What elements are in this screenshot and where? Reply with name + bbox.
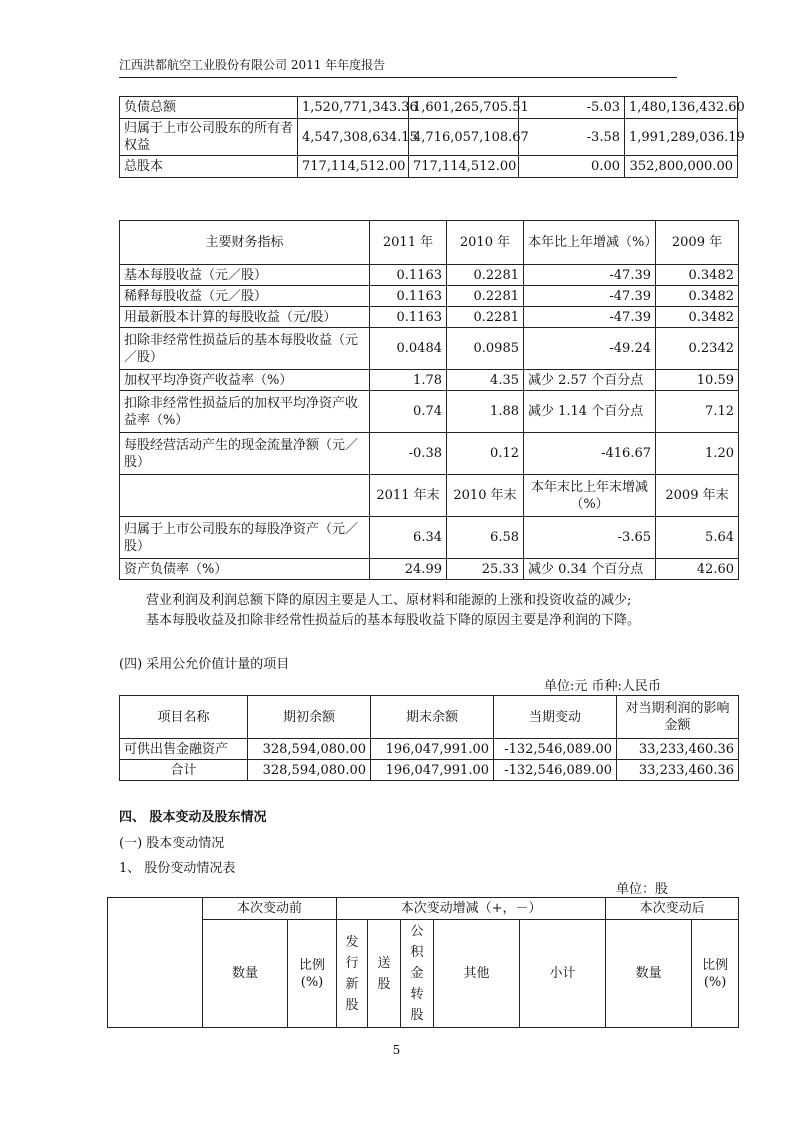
row-label: 基本每股收益（元／股）	[120, 265, 370, 286]
cell-value: 0.2281	[447, 286, 524, 307]
column-header: 项目名称	[120, 696, 248, 739]
column-header: 本年比上年增减（%）	[524, 221, 656, 265]
cell-value: -49.24	[524, 328, 656, 370]
column-header: 2009 年	[656, 221, 739, 265]
cell-value: 5.64	[656, 517, 739, 559]
column-header: 2011 年	[370, 221, 447, 265]
cell-value: 352,800,000.00	[625, 156, 738, 178]
table-row	[120, 739, 739, 760]
cell-value: -416.67	[524, 433, 656, 475]
row-label: 负债总额	[120, 97, 298, 119]
row-label: 归属于上市公司股东的所有者权益	[120, 119, 298, 156]
row-label: 可供出售金融资产	[120, 739, 248, 760]
fair-value-table	[119, 695, 739, 781]
cell-value: 0.0985	[447, 328, 524, 370]
row-label: 每股经营活动产生的现金流量净额（元／股）	[120, 433, 370, 475]
column-header: 期末余额	[371, 696, 494, 739]
cell-value: 196,047,991.00	[371, 760, 494, 781]
cell-value: 4,716,057,108.67	[409, 119, 519, 156]
cell-value: -3.65	[524, 517, 656, 559]
cell-value: 1,520,771,343.36	[298, 97, 409, 119]
cell-value: 6.58	[447, 517, 524, 559]
row-label: 合计	[120, 760, 248, 781]
row-label: 资产负债率（%）	[120, 559, 370, 580]
table-row	[120, 265, 739, 286]
column-header: 数量	[203, 920, 288, 1028]
cell-value: 0.0484	[370, 328, 447, 370]
cell-value: 减少 1.14 个百分点	[524, 391, 656, 433]
cell-value: 0.2281	[447, 307, 524, 328]
column-header: 2010 年	[447, 221, 524, 265]
cell-value: 1,991,289,036.19	[625, 119, 738, 156]
cell-value: 1,480,136,432.60	[625, 97, 738, 119]
table-row	[120, 307, 739, 328]
cell-value: 717,114,512.00	[298, 156, 409, 178]
group-header: 本次变动后	[606, 898, 739, 920]
table-row	[120, 97, 738, 119]
table-header-row	[108, 920, 739, 1028]
cell-value: 328,594,080.00	[248, 760, 371, 781]
table-row	[120, 156, 738, 178]
column-header: 比例(%)	[692, 920, 739, 1028]
cell-value: 24.99	[370, 559, 447, 580]
column-header: 数量	[606, 920, 692, 1028]
cell-value: 0.1163	[370, 265, 447, 286]
page-header: 江西洪都航空工业股份有限公司 2011 年年度报告	[119, 56, 677, 78]
column-header	[120, 475, 370, 517]
table-row	[120, 370, 739, 391]
table-subheader-row	[120, 475, 739, 517]
column-header: 送股	[368, 920, 401, 1028]
table-header-row	[108, 898, 739, 920]
column-header: 当期变动	[494, 696, 617, 739]
cell-value: 0.3482	[656, 286, 739, 307]
column-header: 小计	[520, 920, 606, 1028]
table-row	[120, 286, 739, 307]
blank-corner-cell	[108, 898, 203, 1028]
page-number: 5	[392, 1043, 401, 1057]
financial-indicators-table	[119, 220, 739, 580]
cell-value: 0.2281	[447, 265, 524, 286]
note-line: 营业利润及利润总额下降的原因主要是人工、原材料和能源的上涨和投资收益的减少;	[146, 593, 632, 608]
cell-value: -5.03	[519, 97, 625, 119]
cell-value: -47.39	[524, 307, 656, 328]
subsection-title: (一) 股本变动情况	[119, 836, 225, 851]
cell-value: -47.39	[524, 286, 656, 307]
table-row	[120, 559, 739, 580]
column-header: 2011 年末	[370, 475, 447, 517]
cell-value: 0.74	[370, 391, 447, 433]
cell-value: -132,546,089.00	[494, 760, 617, 781]
table-row	[120, 517, 739, 559]
cell-value: 4.35	[447, 370, 524, 391]
cell-value: 1,601,265,705.51	[409, 97, 519, 119]
cell-value: 196,047,991.00	[371, 739, 494, 760]
cell-value: 0.12	[447, 433, 524, 475]
share-change-table	[107, 897, 739, 1028]
cell-value: 1.88	[447, 391, 524, 433]
column-header: 公积金转股	[401, 920, 434, 1028]
row-label: 归属于上市公司股东的每股净资产（元／股）	[120, 517, 370, 559]
unit-label: 单位:元 币种:人民币	[544, 679, 661, 694]
cell-value: 0.00	[519, 156, 625, 178]
row-label: 用最新股本计算的每股收益（元/股）	[120, 307, 370, 328]
column-header: 比例(%)	[288, 920, 337, 1028]
cell-value: 0.3482	[656, 265, 739, 286]
cell-value: -3.58	[519, 119, 625, 156]
column-header: 对当期利润的影响金额	[617, 696, 739, 739]
table-row	[120, 760, 739, 781]
cell-value: 33,233,460.36	[617, 760, 739, 781]
cell-value: 717,114,512.00	[409, 156, 519, 178]
cell-value: 10.59	[656, 370, 739, 391]
cell-value: -132,546,089.00	[494, 739, 617, 760]
cell-value: 1.20	[656, 433, 739, 475]
column-header: 其他	[434, 920, 520, 1028]
section-title: (四) 采用公允价值计量的项目	[119, 657, 290, 672]
cell-value: 328,594,080.00	[248, 739, 371, 760]
subsection-title: 1、 股份变动情况表	[119, 861, 236, 876]
cell-value: 4,547,308,634.15	[298, 119, 409, 156]
cell-value: 1.78	[370, 370, 447, 391]
row-label: 加权平均净资产收益率（%）	[120, 370, 370, 391]
cell-value: 7.12	[656, 391, 739, 433]
table-row	[120, 119, 738, 156]
column-header: 2009 年末	[656, 475, 739, 517]
cell-value: 0.2342	[656, 328, 739, 370]
cell-value: 6.34	[370, 517, 447, 559]
row-label: 总股本	[120, 156, 298, 178]
table-header-row	[120, 696, 739, 739]
row-label: 扣除非经常性损益后的基本每股收益（元／股）	[120, 328, 370, 370]
table-row	[120, 391, 739, 433]
group-header: 本次变动增减（+，－）	[337, 898, 606, 920]
cell-value: 减少 2.57 个百分点	[524, 370, 656, 391]
column-header: 期初余额	[248, 696, 371, 739]
table-header-row	[120, 221, 739, 265]
unit-label: 单位：股	[616, 882, 669, 897]
cell-value: -47.39	[524, 265, 656, 286]
table-row	[120, 433, 739, 475]
cell-value: 0.3482	[656, 307, 739, 328]
cell-value: -0.38	[370, 433, 447, 475]
cell-value: 0.1163	[370, 286, 447, 307]
cell-value: 42.60	[656, 559, 739, 580]
balance-summary-table	[119, 96, 745, 178]
column-header: 本年末比上年末增减（%）	[524, 475, 656, 517]
group-header: 本次变动前	[203, 898, 337, 920]
chapter-title: 四、 股本变动及股东情况	[119, 810, 267, 825]
cell-value: 减少 0.34 个百分点	[524, 559, 656, 580]
column-header: 主要财务指标	[120, 221, 370, 265]
cell-value: 25.33	[447, 559, 524, 580]
row-label: 扣除非经常性损益后的加权平均净资产收益率（%）	[120, 391, 370, 433]
cell-value: 0.1163	[370, 307, 447, 328]
column-header: 2010 年末	[447, 475, 524, 517]
column-header: 发行新股	[337, 920, 368, 1028]
table-row	[120, 328, 739, 370]
row-label: 稀释每股收益（元／股）	[120, 286, 370, 307]
cell-value: 33,233,460.36	[617, 739, 739, 760]
note-line: 基本每股收益及扣除非经常性损益后的基本每股收益下降的原因主要是净利润的下降。	[146, 613, 641, 628]
